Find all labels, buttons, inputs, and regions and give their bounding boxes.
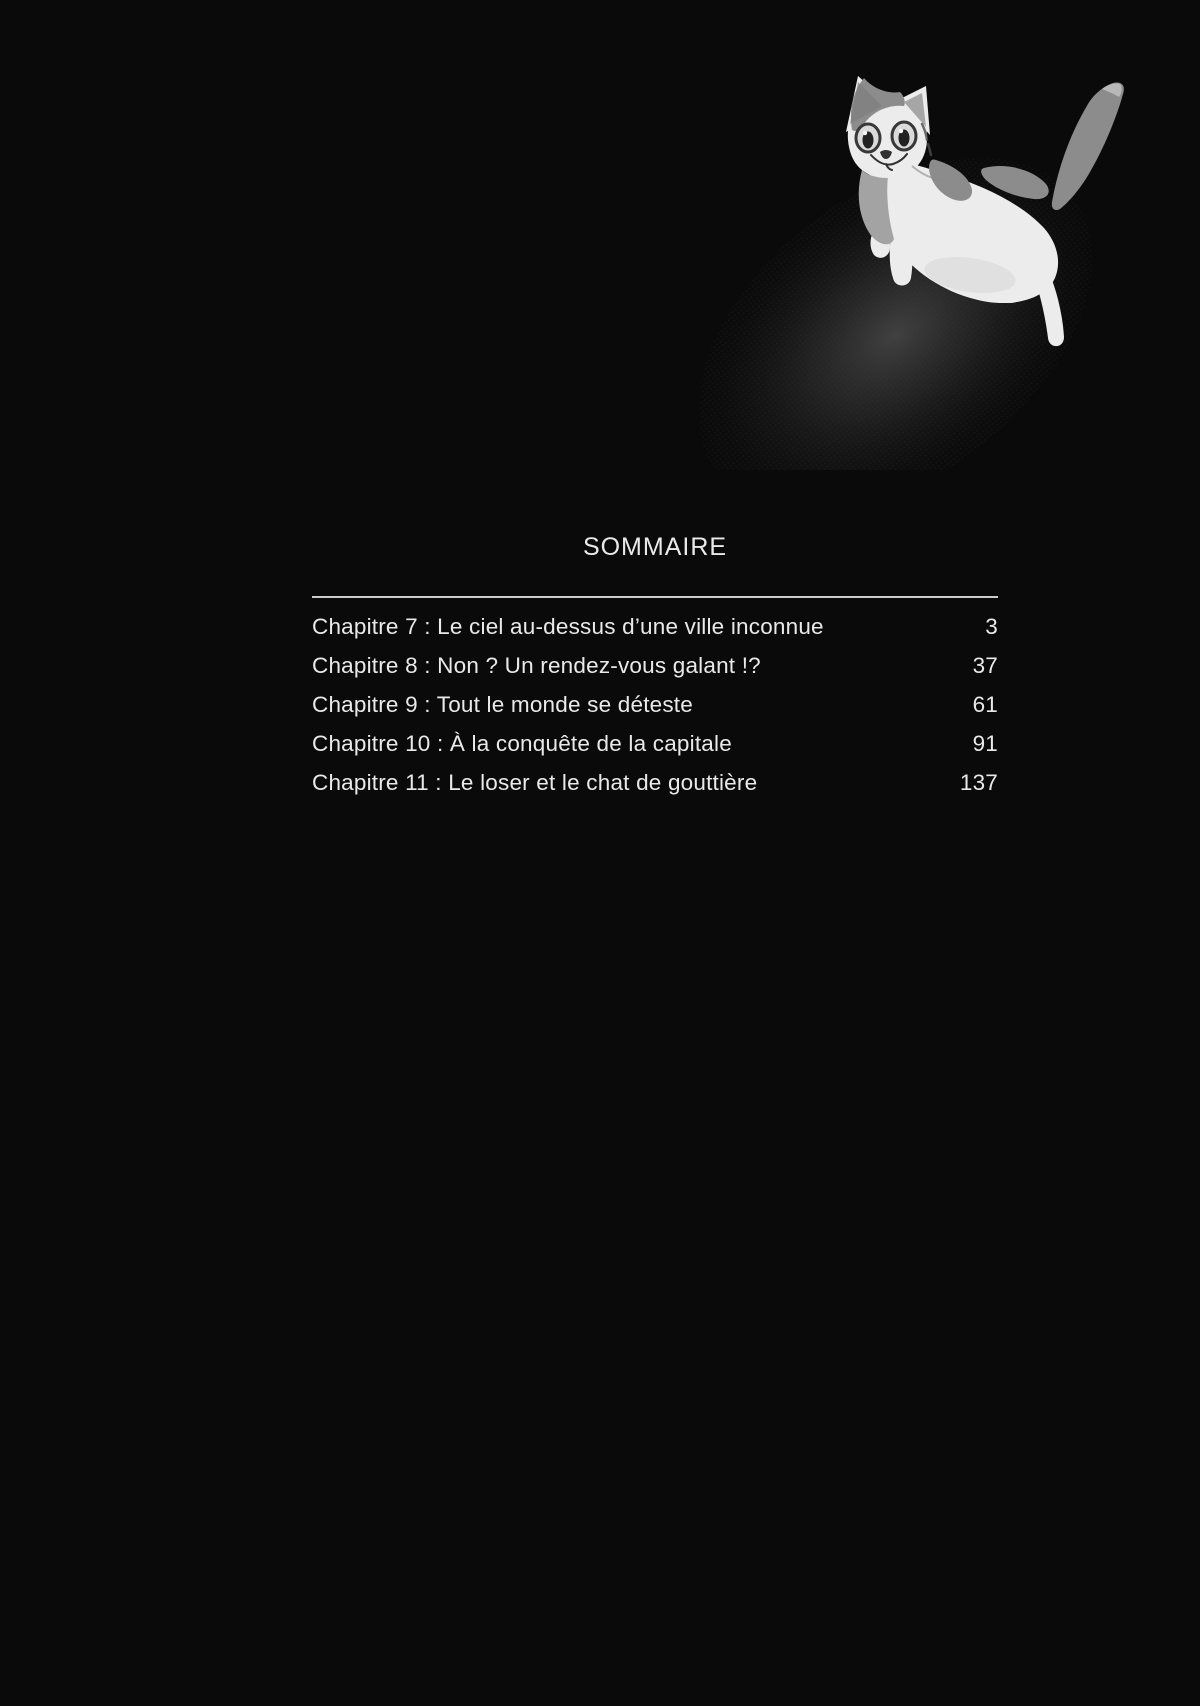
toc-entry bbox=[312, 724, 998, 763]
toc-entry bbox=[312, 646, 998, 685]
chapter-page-number: 37 bbox=[972, 652, 998, 678]
chapter-page-number: 61 bbox=[972, 691, 998, 717]
divider bbox=[312, 596, 998, 598]
toc-entry bbox=[312, 763, 998, 802]
chapter-page-number: 137 bbox=[959, 769, 998, 795]
chapter-page-number: 3 bbox=[985, 613, 998, 639]
chapter-title: Chapitre 7 : Le ciel au-dessus d’une ville inconnue bbox=[312, 613, 824, 639]
toc-entries bbox=[312, 607, 998, 802]
chapter-title: Chapitre 10 : À la conquête de la capitale bbox=[312, 730, 732, 756]
chapter-title: Chapitre 8 : Non ? Un rendez-vous galant !? bbox=[312, 652, 761, 678]
toc-entry bbox=[312, 685, 998, 724]
chapter-title: Chapitre 11 : Le loser et le chat de gouttière bbox=[312, 769, 758, 795]
table-of-contents bbox=[312, 531, 998, 802]
cat-looking-up-icon bbox=[700, 40, 1160, 470]
toc-entry bbox=[312, 607, 998, 646]
chapter-page-number: 91 bbox=[972, 730, 998, 756]
chapter-title: Chapitre 9 : Tout le monde se déteste bbox=[312, 691, 693, 717]
cat-illustration bbox=[700, 40, 1160, 470]
page-title: SOMMAIRE bbox=[582, 533, 728, 561]
